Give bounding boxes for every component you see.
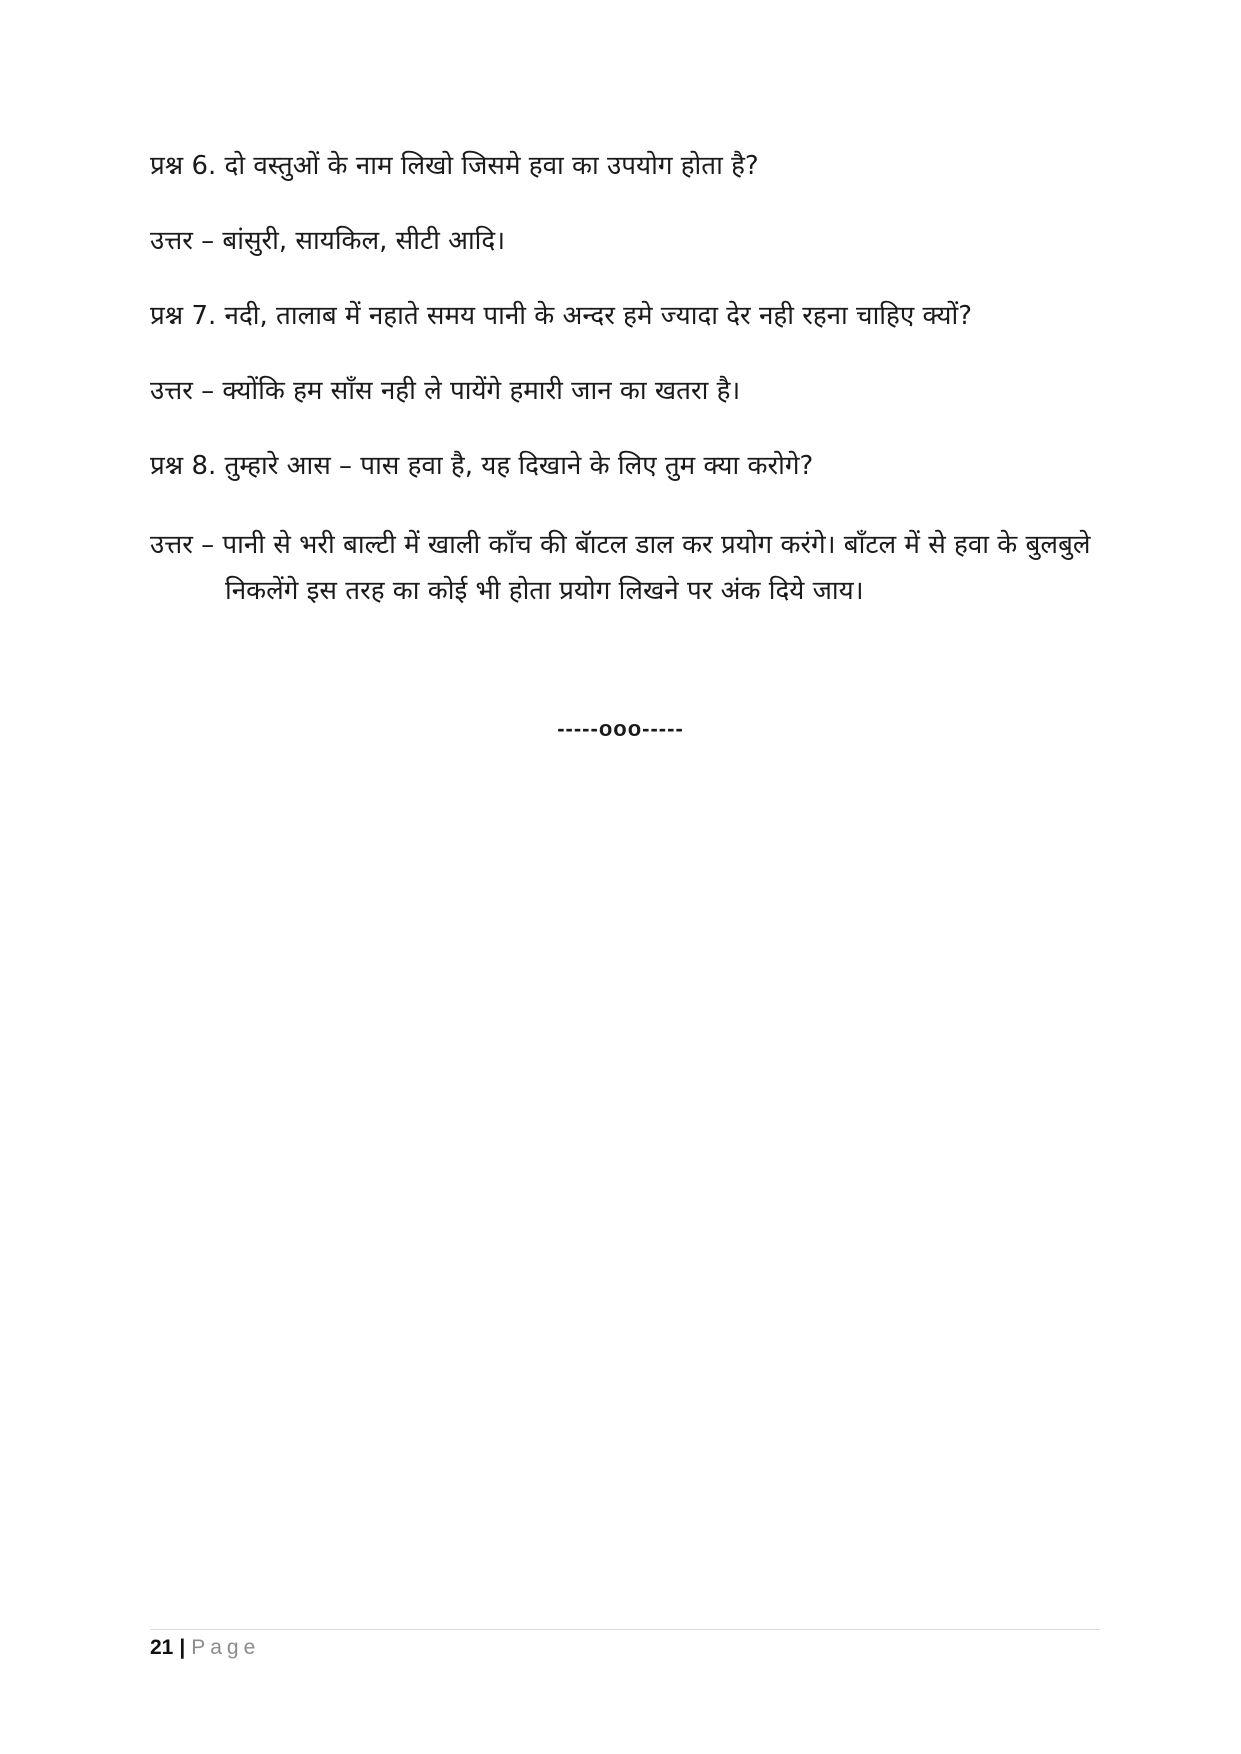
answer-8 bbox=[150, 522, 1100, 614]
answer-8-line-2: निकलेंगे इस तरह का कोई भी होता प्रयोग लिखने पर अंक दिये जाय। bbox=[225, 576, 864, 606]
question-8: प्रश्न 8. तुम्हारे आस – पास हवा है, यह दिखाने के लिए तुम क्या करोगे? bbox=[150, 451, 814, 481]
section-separator: -----ooo----- bbox=[557, 716, 684, 741]
footer-separator: | bbox=[179, 1636, 186, 1659]
answer-7: उत्तर – क्योंकि हम साँस नही ले पायेंगे हमारी जान का खतरा है। bbox=[150, 376, 741, 406]
page-number: 21 bbox=[150, 1636, 174, 1659]
question-6: प्रश्न 6. दो वस्तुओं के नाम लिखो जिसमे हवा का उपयोग होता है? bbox=[150, 151, 759, 181]
answer-6: उत्तर – बांसुरी, सायकिल, सीटी आदि। bbox=[150, 226, 506, 256]
page-footer bbox=[150, 1636, 260, 1660]
page-label: Page bbox=[191, 1636, 261, 1659]
question-7: प्रश्न 7. नदी, तालाब में नहाते समय पानी के अन्दर हमे ज्यादा देर नही रहना चाहिए क्यों? bbox=[150, 301, 973, 331]
footer-divider-line bbox=[150, 1629, 1100, 1630]
answer-8-line-1: उत्तर – पानी से भरी बाल्टी में खाली काँच की बॅाटल डाल कर प्रयोग करंगे। बाँटल में से हवा के बुलबुले bbox=[150, 530, 1091, 560]
